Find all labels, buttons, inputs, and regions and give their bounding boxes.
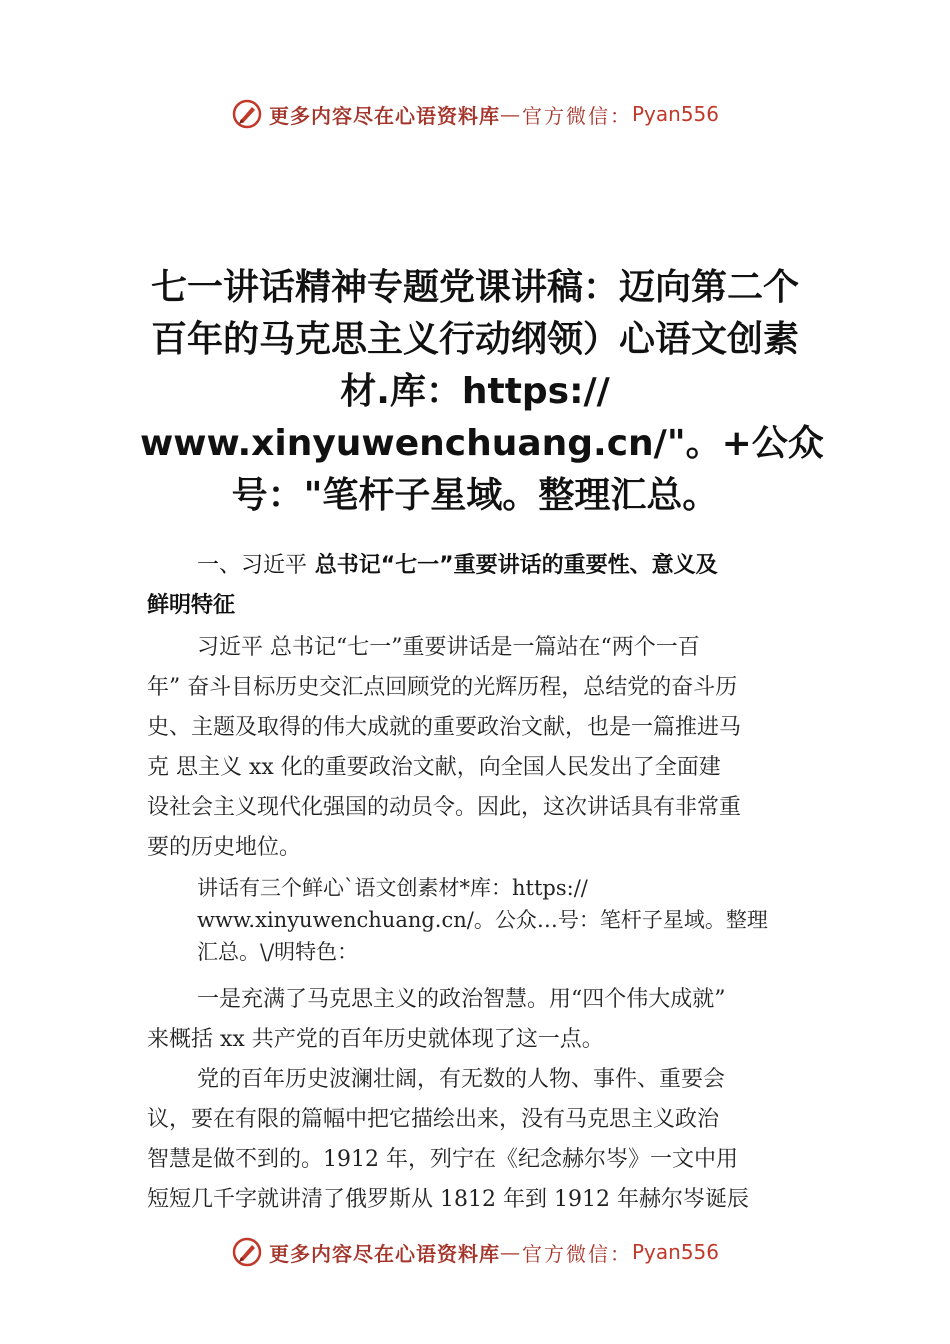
paragraph-line: 党的百年历史波澜壮阔，有无数的人物、事件、重要会 bbox=[197, 1067, 726, 1092]
title-line: 材.库：https:// bbox=[340, 371, 610, 412]
banner-wechat-id: Pyan556 bbox=[631, 1240, 719, 1264]
banner-brand-text: 更多内容尽在心语资料库 bbox=[268, 103, 500, 128]
paragraph-line: 来概括 xx 共产党的百年历史就体现了这一点。 bbox=[147, 1027, 604, 1052]
paragraph-line: 汇总。\/明特色： bbox=[197, 940, 359, 964]
banner-dash: — bbox=[499, 102, 522, 126]
heading-lead: 一、习近平 bbox=[197, 553, 308, 578]
paragraph-line: www.xinyuwenchuang.cn/。公众…号：笔杆子星域。整理 bbox=[197, 908, 768, 932]
heading-line2: 鲜明特征 bbox=[147, 593, 236, 618]
paragraph-line: 智慧是做不到的。1912 年，列宁在《纪念赫尔岑》一文中用 bbox=[147, 1147, 738, 1172]
title-line: www.xinyuwenchuang.cn/"。+公众 bbox=[140, 423, 824, 464]
title-line: 百年的马克思主义行动纲领）心语文创素 bbox=[150, 319, 799, 360]
banner-wechat-id: Pyan556 bbox=[631, 102, 719, 126]
document-title bbox=[140, 262, 824, 522]
title-line: 七一讲话精神专题党课讲稿：迈向第二个 bbox=[150, 267, 799, 308]
banner-wechat-label: 官方微信： bbox=[521, 1241, 632, 1266]
paragraph-line: 克 思主义 xx 化的重要政治文献，向全国人民发出了全面建 bbox=[147, 755, 721, 780]
paragraph-line: 议，要在有限的篇幅中把它描绘出来，没有马克思主义政治 bbox=[147, 1107, 720, 1132]
paragraph-line: 史、主题及取得的伟大成就的重要政治文献，也是一篇推进马 bbox=[147, 715, 742, 740]
banner-wechat-label: 官方微信： bbox=[521, 103, 632, 128]
paragraph-line: 设社会主义现代化强国的动员令。因此，这次讲话具有非常重 bbox=[147, 795, 742, 820]
pen-logo-icon bbox=[231, 98, 263, 130]
paragraph-line: 要的历史地位。 bbox=[147, 835, 302, 860]
paragraph-line: 讲话有三个鲜心`语文创素材*库：https:// bbox=[197, 876, 588, 900]
pen-logo-icon bbox=[231, 1236, 263, 1268]
heading-rest: 总书记“七一”重要讲话的重要性、意义及 bbox=[314, 553, 718, 578]
paragraph-line: 习近平 总书记“七一”重要讲话是一篇站在“两个一百 bbox=[197, 635, 700, 660]
banner-brand-text: 更多内容尽在心语资料库 bbox=[268, 1241, 500, 1266]
paragraph-line: 年” 奋斗目标历史交汇点回顾党的光辉历程，总结党的奋斗历 bbox=[147, 675, 738, 700]
title-line: 号："笔杆子星域。整理汇总。 bbox=[231, 475, 719, 516]
paragraph-line: 短短几千字就讲清了俄罗斯从 1812 年到 1912 年赫尔岑诞辰 bbox=[147, 1187, 749, 1212]
header-banner bbox=[0, 94, 950, 134]
banner-dash: — bbox=[499, 1240, 522, 1264]
section-heading bbox=[147, 546, 837, 626]
footer-banner bbox=[0, 1232, 950, 1272]
paragraph-line: 一是充满了马克思主义的政治智慧。用“四个伟大成就” bbox=[197, 987, 726, 1012]
